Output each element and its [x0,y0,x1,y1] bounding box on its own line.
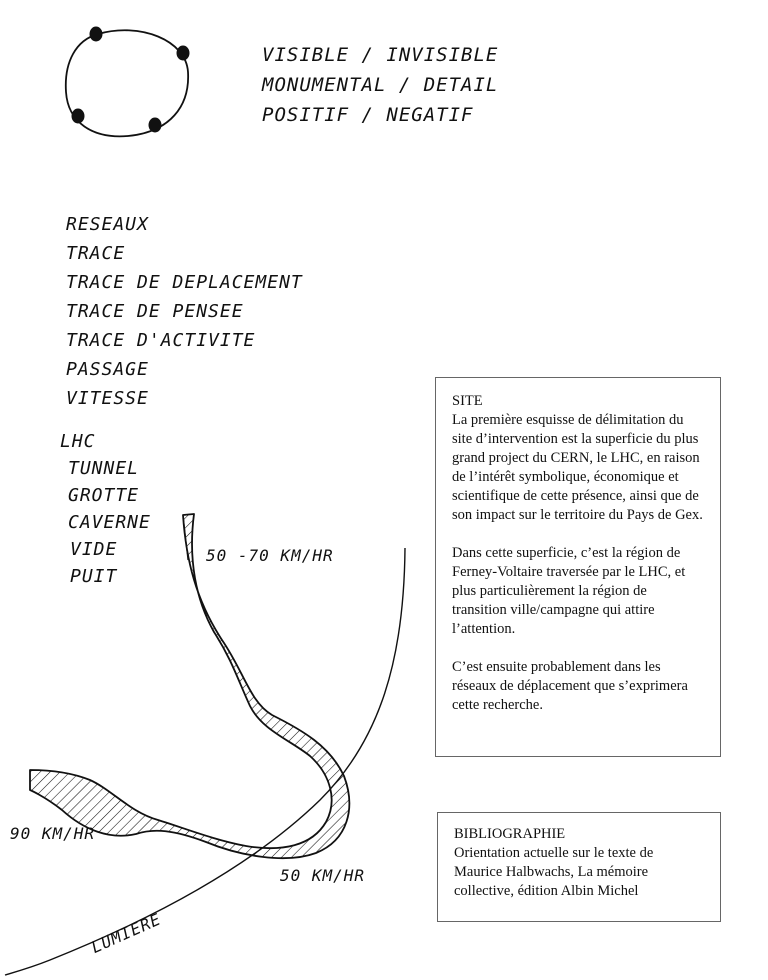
keyword-item: PUIT [70,566,118,587]
site-paragraph: Dans cette superficie, c’est la région de Ferney-Voltaire traversée par le LHC, et plus particulièrement la région de transition ville/campagne qui attire l’attention. [452,545,686,637]
pair-visible-invisible: VISIBLE / INVISIBLE [262,44,499,66]
keyword-item: RESEAUX [66,214,149,235]
concept-pairs [262,40,562,130]
speed-label-left: 90 KM/HR [10,824,96,843]
keyword-item: PASSAGE [66,359,149,380]
keyword-item: TRACE D'ACTIVITE [66,330,256,351]
site-text-box [435,377,721,757]
keyword-list-lhc [60,428,260,590]
keyword-item: TUNNEL [68,458,140,479]
ring-dot-left [72,109,85,124]
site-paragraph: La première esquisse de délimitation du site d’intervention est la superficie du plus grand project du CERN, le LHC, en raison de l’intérêt symbolique, économique et scientifique de cette présence, ainsi que de son impact sur le territoire du Pays de Gex. [452,412,703,523]
speed-label-lower: 50 KM/HR [280,866,366,885]
pair-positif-negatif: POSITIF / NEGATIF [262,104,474,126]
ring-dot-bottom [149,118,162,133]
curve-label-lumiere: LUMIERE [88,909,165,957]
pair-monumental-detail: MONUMENTAL / DETAIL [262,74,499,96]
keyword-item: VIDE [70,539,118,560]
keyword-item: TRACE DE PENSEE [66,301,244,322]
keyword-item: VITESSE [66,388,149,409]
bibliography-title: BIBLIOGRAPHIE [454,826,566,842]
keyword-item: GROTTE [68,485,140,506]
ring-dot-right [177,46,190,61]
keyword-list-traces [66,210,366,413]
keyword-item: LHC [60,431,96,452]
keyword-item: TRACE [66,243,126,264]
keyword-item: CAVERNE [68,512,151,533]
speed-label-upper: 50 -70 KM/HR [206,546,334,565]
bibliography-text: Orientation actuelle sur le texte de Maurice Halbwachs, La mémoire collective, édition Albin Michel [454,845,654,899]
bibliography-box [437,812,721,922]
site-paragraph: C’est ensuite probablement dans les réseaux de déplacement que s’exprimera cette recherche. [452,659,688,713]
ring-dot-top [90,27,103,42]
keyword-item: TRACE DE DEPLACEMENT [66,272,303,293]
site-title: SITE [452,393,483,409]
ring-diagram [66,27,190,137]
